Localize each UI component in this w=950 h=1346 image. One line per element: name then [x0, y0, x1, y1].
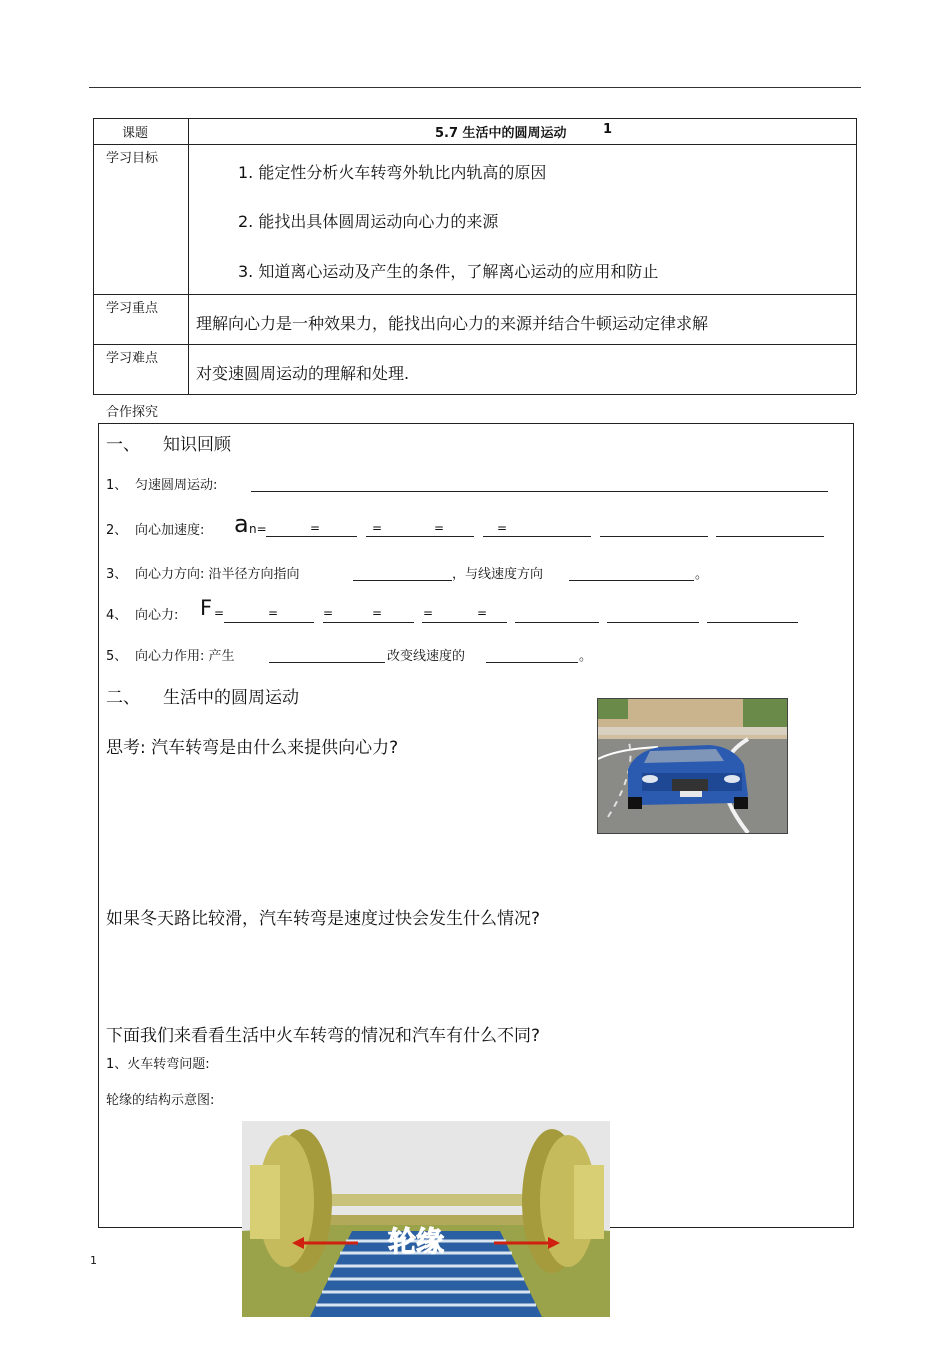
item1-text: 匀速圆周运动: — [135, 478, 218, 493]
train-question: 1、火车转弯问题: — [106, 1057, 210, 1072]
eq-sign: = — [372, 606, 383, 620]
blank-f-2[interactable] — [323, 622, 414, 623]
eq-sign: = — [268, 606, 279, 620]
train-intro: 下面我们来看看生活中火车转弯的情况和汽车有什么不同? — [106, 1026, 541, 1046]
think-question: 思考: 汽车转弯是由什么来提供向心力? — [106, 738, 399, 758]
item3-end: 。 — [695, 567, 709, 582]
blank-f-4[interactable] — [515, 622, 599, 623]
blank-f-3[interactable] — [422, 622, 507, 623]
blank-f-5[interactable] — [607, 622, 699, 623]
section1-num: 一、 — [106, 435, 140, 455]
topic-value: 5.7 生活中的圆周运动 — [435, 126, 567, 141]
blank-uniform-motion[interactable] — [251, 491, 828, 492]
blank-effect-1[interactable] — [269, 662, 385, 663]
winter-question: 如果冬天路比较滑，汽车转弯是速度过快会发生什么情况? — [106, 909, 541, 929]
blank-f-6[interactable] — [707, 622, 798, 623]
blank-direction-1[interactable] — [353, 580, 452, 581]
eq-sign: = — [423, 606, 434, 620]
blank-an-5[interactable] — [716, 536, 824, 537]
eq-sign: = — [434, 521, 445, 535]
item4-num: 4、 — [106, 608, 128, 623]
eq-sign: = — [497, 521, 508, 535]
section2-title: 生活中的圆周运动 — [163, 688, 299, 708]
item5-text: 向心力作用: 产生 — [135, 649, 235, 664]
item5-num: 5、 — [106, 649, 128, 664]
blank-an-2[interactable] — [366, 536, 474, 537]
section1-title: 知识回顾 — [163, 435, 231, 455]
item2-text: 向心加速度: — [135, 523, 205, 538]
blank-f-1[interactable] — [224, 622, 314, 623]
eq-sign: = — [477, 606, 488, 620]
eq-sign: = — [372, 521, 383, 535]
goal-3: 3. 知道离心运动及产生的条件，了解离心运动的应用和防止 — [238, 262, 659, 281]
coop-label: 合作探究 — [106, 405, 159, 420]
blank-an-1[interactable] — [266, 536, 357, 537]
an-subscript: n= — [249, 522, 267, 536]
item5-mid: 改变线速度的 — [387, 649, 466, 664]
page-number: 1 — [90, 1254, 97, 1267]
goal-1: 1. 能定性分析火车转弯外轨比内轨高的原因 — [238, 163, 547, 182]
blank-effect-2[interactable] — [486, 662, 578, 663]
flange-label: 轮缘 — [388, 1225, 445, 1258]
focus-label: 学习重点 — [106, 301, 159, 316]
topic-label: 课题 — [122, 126, 149, 141]
item5-end: 。 — [579, 649, 593, 664]
wheel-flange-diagram — [242, 1121, 610, 1317]
flange-question: 轮缘的结构示意图: — [106, 1093, 215, 1108]
difficulty-label: 学习难点 — [106, 351, 159, 366]
item3-text: 向心力方向: 沿半径方向指向 — [135, 567, 300, 582]
item3-num: 3、 — [106, 567, 128, 582]
an-symbol: a — [234, 510, 249, 538]
item1-num: 1、 — [106, 478, 128, 493]
f-subscript: = — [214, 606, 225, 620]
eq-sign: = — [323, 606, 334, 620]
item4-text: 向心力: — [135, 608, 179, 623]
car-photo — [597, 698, 788, 834]
blank-an-4[interactable] — [600, 536, 708, 537]
goals-label: 学习目标 — [106, 151, 159, 166]
difficulty-value: 对变速圆周运动的理解和处理. — [196, 364, 410, 383]
eq-sign: = — [310, 521, 321, 535]
goal-2: 2. 能找出具体圆周运动向心力的来源 — [238, 212, 499, 231]
top-rule — [89, 87, 861, 88]
section2-num: 二、 — [106, 688, 140, 708]
f-symbol: F — [200, 596, 213, 620]
topic-number: 1 — [603, 122, 613, 137]
item3-mid: ，与线速度方向 — [452, 567, 544, 582]
item2-num: 2、 — [106, 523, 128, 538]
blank-direction-2[interactable] — [569, 580, 694, 581]
blank-an-3[interactable] — [483, 536, 591, 537]
focus-value: 理解向心力是一种效果力，能找出向心力的来源并结合牛顿运动定律求解 — [196, 314, 709, 333]
